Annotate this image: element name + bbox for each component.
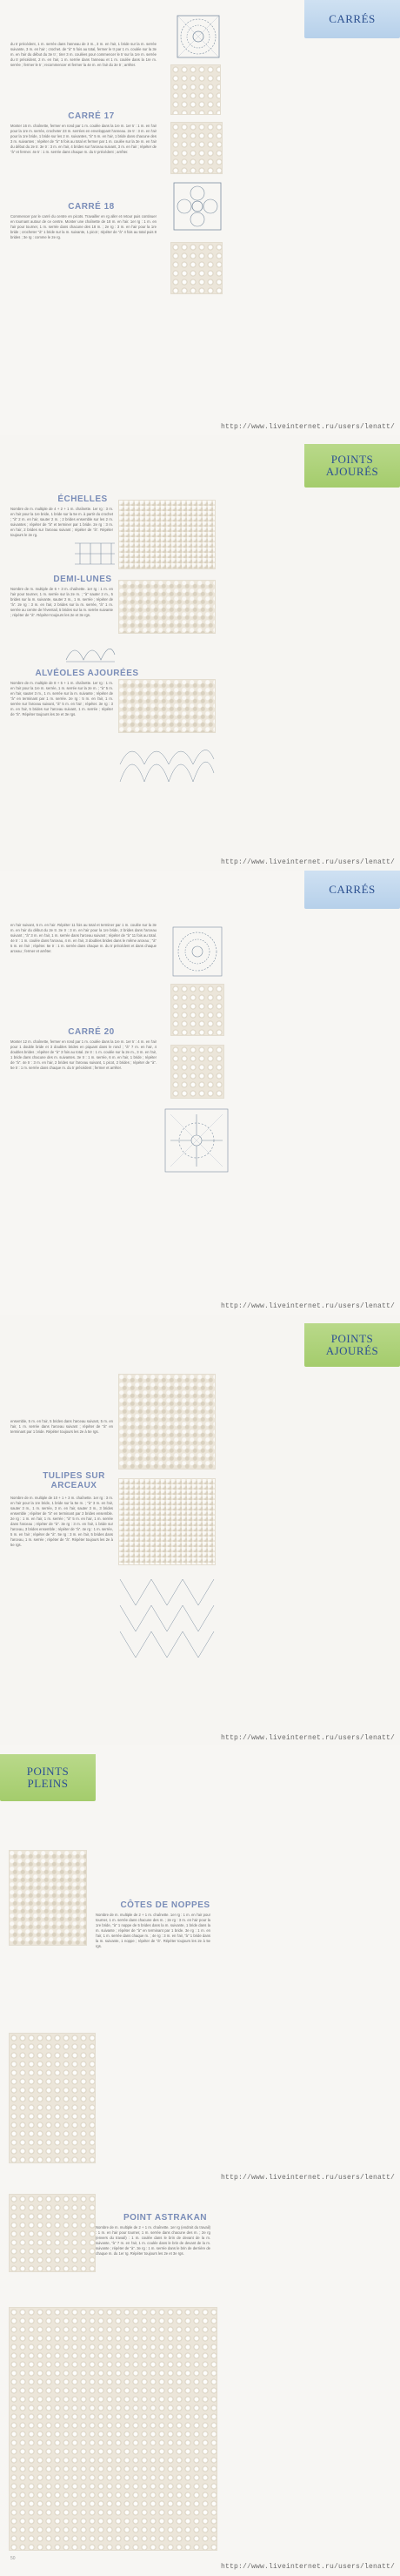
swatch-photo-carre-20 — [170, 1045, 224, 1099]
watermark-url: http://www.liveinternet.ru/users/lenatt/ — [220, 1734, 395, 1742]
swatch-photo-point-astrakan — [9, 2307, 217, 2551]
pattern-text-echelles: Nombre de m. multiple de 4 + 2 + 1 m. chaînette. 1er rg : 3 m. en l'air pour la 1re bride, 1 bride sur la 5e m. à partir du crochet ; "à" 2 m. en l'air, sauter 2 m. ; 2 brides ensemble sur les 2 m. suivantes ; répéter de "à" et terminer par 1 bride. 2e rg : 3 m. en l'air, 2 brides sur l'arceau suivant ; répéter de "à". Répéter toujours le 2e rg. — [10, 507, 113, 537]
watermark-url: http://www.liveinternet.ru/users/lenatt/ — [220, 858, 395, 866]
pattern-text-point-astrakan: Nombre de m. multiple de 2 + 1 m. chaînette. 1er rg (endroit du travail) : 1 m. en l'air pour tourner, 1 m. serrée dans chacune des m. ; 2e rg (envers du travail) : 1 m. coulée dans le brin de devant de la m. suivante, "à" 7 m. en l'air, 1 m. coulée dans le brin de devant de la m. suivante ; répéter de "à". 3e rg : 1 m. serrée dans le brin de derrière de chaque m. du 1er rg. Répéter toujours les 2e et 3e rgs. — [96, 2225, 210, 2256]
stitch-diagram-carre-16 — [174, 12, 223, 61]
stitch-diagram-tulipes-sur-arceaux — [118, 1570, 216, 1666]
watermark-url: http://www.liveinternet.ru/users/lenatt/ — [220, 2563, 395, 2571]
swatch-photo-cotes-de-noppes — [9, 2033, 96, 2163]
section-header-tab — [304, 1323, 400, 1367]
pattern-title-point-astrakan: POINT ASTRAKAN — [123, 2213, 208, 2223]
section-header-label: CARRÉS — [329, 883, 376, 896]
pattern-title-carre-17: CARRÉ 17 — [68, 111, 115, 121]
section-header-tab — [0, 1754, 96, 1801]
intro-text: ensemble, 5 m. en l'air, 5 brides dans l'arceau suivant, 5 m. en l'air, 1 m. serrée dans l'arceau suivant ; répéter de "à" en terminant par 1 bride. Répéter toujours les 2e à 5e rgs. — [10, 1419, 113, 1434]
page-points-pleins — [0, 1745, 400, 2185]
pattern-title-alveoles-ajourees: ALVÉOLES AJOURÉES — [35, 669, 139, 678]
pattern-text-demi-lunes: Nombre de m. multiple de 6 + 3 m. chaînette. 1er rg : 1 m. en l'air pour tourner, 1 m. serrée sur la 2e m. ; "à" sauter 2 m., 5 brides sur la m. suivante, sauter 2 m., 1 m. serrée ; répéter de "à". 2e rg : 3 m. en l'air, 2 brides sur la m. serrée, "à" 1 m. serrée au centre de l'éventail, 5 brides sur la m. serrée suivante ; répéter de "à". Répéter toujours les 2e et 3e rgs. — [10, 587, 113, 617]
swatch-photo-previous-pattern — [9, 1850, 87, 1946]
pattern-title-tulipes-sur-arceaux: TULIPES SUR ARCEAUX — [43, 1471, 105, 1490]
section-header-tab — [304, 444, 400, 488]
stitch-diagram-carre-20 — [162, 1106, 231, 1175]
pattern-text-carre-18: Commencer par le carré du centre en picots. Travailler en rg aller et retour puis continuer en tournant autour de ce centre. Monter une chaînette de 18 m. en l'air. 1er rg : 1 m. en l'air pour tourner, 1 m. serrée dans chacune des 18 m. ; 2e rg : 3 m. en l'air pour la 1re bride ; crocheter "à" 1 bride sur la m. suivante, 1 picot ; répéter de "à" 4 fois au total puis 8 brides ; 3e rg : comme le 2e rg. — [10, 214, 157, 239]
swatch-photo-carre-19 — [170, 984, 224, 1036]
pattern-text-tulipes-sur-arceaux: Nombre de m. multiple de 10 + 1 + 3 m. chaînette. 1er rg : 3 m. en l'air pour la 1re bride, 1 bride sur la 5e m. ; "à" 3 m. en l'air, sauter 3 m., 1 m. serrée, 3 m. en l'air, sauter 3 m., 3 brides ensemble ; répéter de "à" en terminant par 2 brides ensemble. 2e rg : 1 m. en l'air, 1 m. serrée ; "à" 5 m. en l'air, 1 m. serrée dans l'arceau ; répéter de "à". 3e rg : 3 m. en l'air, 1 bride sur l'arceau, 3 brides ensemble ; répéter de "à". 4e rg : 1 m. serrée, 5 m. en l'air ; répéter de "à". 5e rg : 3 m. en l'air, 5 brides dans l'arceau, 1 m. serrée ; répéter de "à". Répéter toujours les 2e à 5e rgs. — [10, 1496, 113, 1547]
section-header-tab — [304, 871, 400, 909]
pattern-title-carre-20: CARRÉ 20 — [68, 1027, 115, 1037]
swatch-photo-continued — [9, 2194, 96, 2272]
intro-text: en l'air suivant, 5 m. en l'air. Répéter 11 fois au total et terminer par 1 m. coulée sur la 3e m. en l'air du début du 2e tr. 3e tr : 3 m. en l'air pour la 1re bride, 2 brides dans l'arceau suivant ; "à" 3 m. en l'air, 1 m. serrée dans l'arceau suivant ; répéter de "à" 11 fois au total. 4e tr : 1 m. coulée dans l'arceau, 4 m. en l'air, 3 doubles brides dans le même arceau ; "à" 5 m. en l'air ; répéter. 5e tr : 1 m. serrée dans chaque m. du tr précédent et dans chaque arceau ; fermer et arrêter. — [10, 923, 157, 953]
swatch-photo-alveoles-ajourees — [118, 679, 216, 733]
page-carres-1 — [0, 0, 400, 435]
swatch-photo-echelles — [118, 500, 216, 569]
page-carres-2 — [0, 871, 400, 1315]
watermark-url: http://www.liveinternet.ru/users/lenatt/ — [220, 423, 395, 431]
stitch-diagram-carre-19 — [170, 925, 224, 979]
stitch-diagram-carre-17 — [170, 179, 224, 233]
section-header-label: POINTS AJOURÉS — [325, 1332, 379, 1357]
section-header-label: CARRÉS — [329, 12, 376, 25]
swatch-photo-carre-17 — [170, 122, 223, 174]
watermark-url: http://www.liveinternet.ru/users/lenatt/ — [220, 1302, 395, 1310]
page-points-ajoures-2 — [0, 1315, 400, 1745]
page-points-ajoures-1 — [0, 435, 400, 871]
pattern-text-carre-17: Monter 16 m. chaînette, fermer en rond par 1 m. coulée dans la 1re m. 1er tr : 1 m. en l'air pour la 1re m. serrée, crocheter 23 m. serrées en enveloppant l'anneau. 2e tr : 3 m. en l'air pour la 1re bride, 1 bride sur les 2 m. suivantes, "à" 5 m. en l'air, 1 bride dans chacune des 3 m. suivantes ; répéter de "à" 5 fois au total et fermer par 1 m. coulée sur la 3e m. en l'air du début du 2e tr. 3e tr : 3 m. en l'air, 4 brides sur l'arceau suivant, 3 m. en l'air ; répéter de "à" et fermer. 4e tr : 1 m. serrée dans chaque m. du tr précédent ; arrêter. — [10, 124, 157, 154]
stitch-diagram-demi-lunes — [64, 637, 117, 663]
pattern-title-echelles: ÉCHELLES — [57, 494, 108, 504]
swatch-photo-carre-16 — [170, 64, 221, 115]
stitch-diagram-echelles — [73, 538, 117, 569]
pattern-title-carre-18: CARRÉ 18 — [68, 202, 115, 212]
section-header-tab — [304, 0, 400, 38]
swatch-photo-demi-lunes — [118, 580, 216, 634]
watermark-url: http://www.liveinternet.ru/users/lenatt/ — [220, 2174, 395, 2182]
intro-text: du tr précédent, 1 m. serrée dans l'anneau de 3 m., 3 m. en l'air, 1 bride sur la m. serrée suivante, 3 m. en l'air ; crochet. de "à" 5 fois au total, fermer le tr par 1 m. coulée sur la 3e m. en l'air du début du 3e tr ; tirer 3 m. coulées pour commencer le tr sur la 1re m. serrée du tr précédent, 2 m. en l'air, 1 m. serrée dans l'anneau et 1 m. coulée dans la 1re m. serrée ; fermer le tr ; recommencer et fermer la 4e m. en l'air du 3e tr ; arrêter. — [10, 42, 157, 67]
swatch-photo-carre-18 — [170, 242, 223, 294]
pattern-text-carre-20: Monter 12 m. chaînette, fermer en rond par 1 m. coulée dans la 1re m. 1er tr : 4 m. en l'air pour 1 double bride et 3 doubles brides en piquant dans le rond ; "à" 7 m. en l'air, 4 doubles brides ; répéter de "à" 3 fois au total. 2e tr : 1 m. coulée sur la 2e m., 3 m. en l'air, 1 bride dans chacune des m. suivantes. 3e tr : 1 m. serrée, 6 m. en l'air, 1 bride ; répéter de "à". 4e tr : 3 m. en l'air, 2 brides sur l'arceau suivant, 1 picot, 2 brides ; répéter de "à". 5e tr : 1 m. serrée dans chaque m. du tr précédent ; fermer et arrêter. — [10, 1039, 157, 1070]
section-header-label: POINTS AJOURÉS — [325, 453, 379, 478]
swatch-photo-tulipes-sur-arceaux — [118, 1478, 216, 1565]
stitch-diagram-alveoles-ajourees — [118, 738, 216, 787]
page-number: 50 — [10, 2556, 16, 2561]
pattern-title-demi-lunes: DEMI-LUNES — [53, 575, 112, 584]
page-point-astrakan — [0, 2185, 400, 2576]
pattern-title-cotes-de-noppes: CÔTES DE NOPPES — [120, 1900, 210, 1910]
swatch-photo-previous-pattern — [118, 1374, 216, 1470]
section-header-label: POINTS PLEINS — [26, 1765, 70, 1790]
pattern-text-cotes-de-noppes: Nombre de m. multiple de 2 + 1 m. chaînette. 1er rg : 1 m. en l'air pour tourner, 1 m. serrée dans chacune des m. ; 2e rg : 3 m. en l'air pour la 1re bride, "à" 1 noppe de 5 brides dans la m. suivante, 1 bride dans la m. suivante ; répéter de "à" en terminant par 1 bride. 3e rg : 1 m. en l'air, 1 m. serrée dans chaque m. ; 4e rg : 3 m. en l'air, "à" 1 bride dans la m. suivante, 1 noppe ; répéter de "à". Répéter toujours les 2e à 5e rgs. — [96, 1913, 210, 1948]
pattern-text-alveoles-ajourees: Nombre de m. multiple de 8 + 5 + 1 m. chaînette. 1er rg : 1 m. en l'air pour la 1re m. serrée, 1 m. serrée sur la 2e m. ; "à" 5 m. en l'air, sauter 3 m., 1 m. serrée sur la m. suivante ; répéter de "à" en terminant par 1 m. serrée. 2e rg : 5 m. en l'air, 1 m. serrée sur l'arceau suivant, "à" 5 m. en l'air ; répéter. 3e rg : 3 m. en l'air, 5 brides sur l'arceau suivant, 1 m. serrée ; répéter de "à". Répéter toujours les 2e et 3e rgs. — [10, 681, 113, 716]
